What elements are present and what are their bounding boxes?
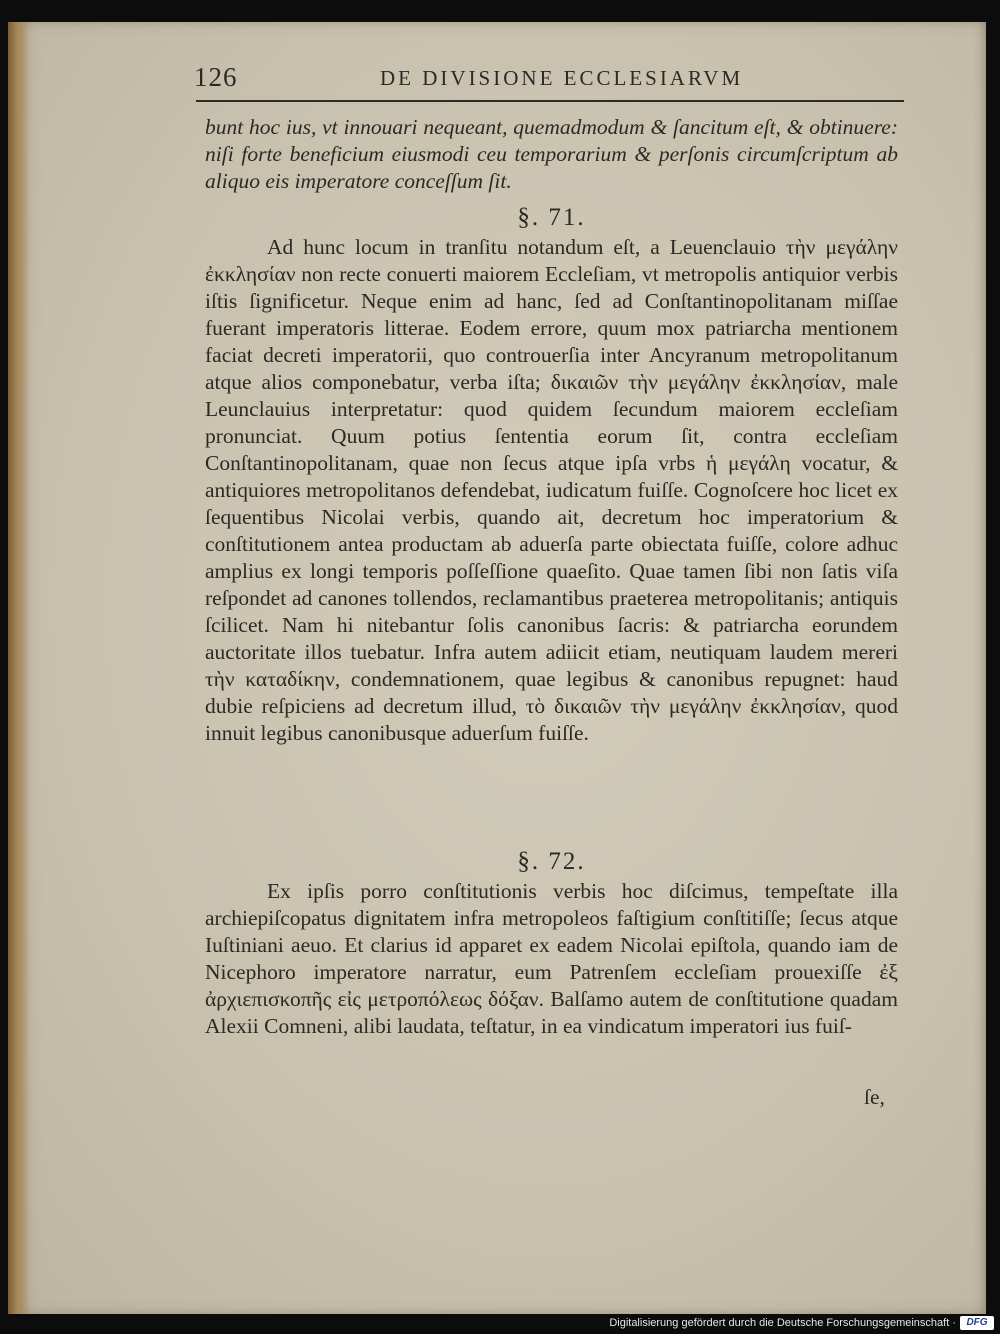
digitization-credit: Digitalisierung gefördert durch die Deutsche Forschungsgemeinschaft · — [609, 1317, 956, 1329]
paragraph-section-71: Ad hunc locum in tranſitu notandum eſt, a Leuenclauio τὴν μεγάλην ἐκκλησίαν non recte conuerti maiorem Eccleſiam, vt metropolis antiquior verbis iſtis ſignificetur. Neque enim ad hanc, ſed ad Conſtantinopolitanam miſſae fuerant imperatoris litterae. Eodem errore, quum mox patriarcha mentionem faciat decreti imperatorii, quo controuerſia inter Ancyranum metropolitanum atque alios componebatur, verba iſta; δικαιῶν τὴν μεγάλην ἐκκλησίαν, male Leunclauius interpretatur: quod quidem ſecundum maiorem eccleſiam pronunciat. Quum potius ſententia eorum ſit, contra eccleſiam Conſtantinopolitanam, quae non ſecus atque ipſa vrbs ἡ μεγάλη vocatur, & antiquiores metropolitanos defendebat, iudicatum fuiſſe. Cognoſcere hoc licet ex ſequentibus Nicolai verbis, quando ait, decretum hoc imperatorium & conſtitutionem antea productam ab aduerſa parte obiectata fuiſſe, colore adhuc amplius ex longi temporis poſſeſſione quaeſito. Quae tamen ſibi non ſatis viſa reſpondet ad canones tollendos, reclamantibus praeterea metropolitanis; antiquis ſcilicet. Nam hi nitebantur ſolis canonibus ſacris: & patriarcha eorundem auctoritate illos tuebatur. Infra autem adiicit etiam, neutiquam laudem mereri τὴν καταδίκην, condemnationem, quae legibus & canonibus repugnet: haud dubie reſpiciens ad decretum illud, τὸ δικαιῶν τὴν μεγάλην ἐκκλησίαν, quod innuit legibus canonibusque aduerſum fuiſſe. — [205, 235, 898, 745]
catchword: ſe, — [864, 1085, 885, 1109]
page-number: 126 — [194, 62, 238, 92]
header-rule — [196, 100, 904, 102]
paragraph-section-72: Ex ipſis porro conſtitutionis verbis hoc diſcimus, tempeſtate illa archiepiſcopatus dignitatem infra metropoleos faſtigium conſtitiſſe; ſecus atque Iuſtiniani aeuo. Et clarius id apparet ex eadem Nicolai epiſtola, quando iam de Nicephoro imperatore narratur, eum Patrenſem eccleſiam prouexiſſe ἐξ ἀρχιεπισκοπῆς εἰς μετροπόλεως δόξαν. Balſamo autem de conſtitutione quadam Alexii Comneni, alibi laudata, teſtatur, in ea vindicatum imperatori ius fuiſ- — [205, 879, 898, 1038]
page-header — [194, 62, 904, 102]
section-heading-71: §. 71. — [517, 204, 586, 231]
book-spine-shadow — [8, 22, 30, 1314]
dfg-logo: DFG — [960, 1316, 994, 1330]
continuation-paragraph: bunt hoc ius, vt innouari nequeant, quemadmodum & ſancitum eſt, & obtinuere: niſi forte beneficium eiusmodi ceu temporarium & perſonis circumſcriptum ab aliquo eis imperatore conceſſum ſit. — [205, 115, 898, 193]
section-heading-72: §. 72. — [517, 848, 586, 875]
running-title: DE DIVISIONE ECCLESIARVM — [380, 66, 744, 90]
